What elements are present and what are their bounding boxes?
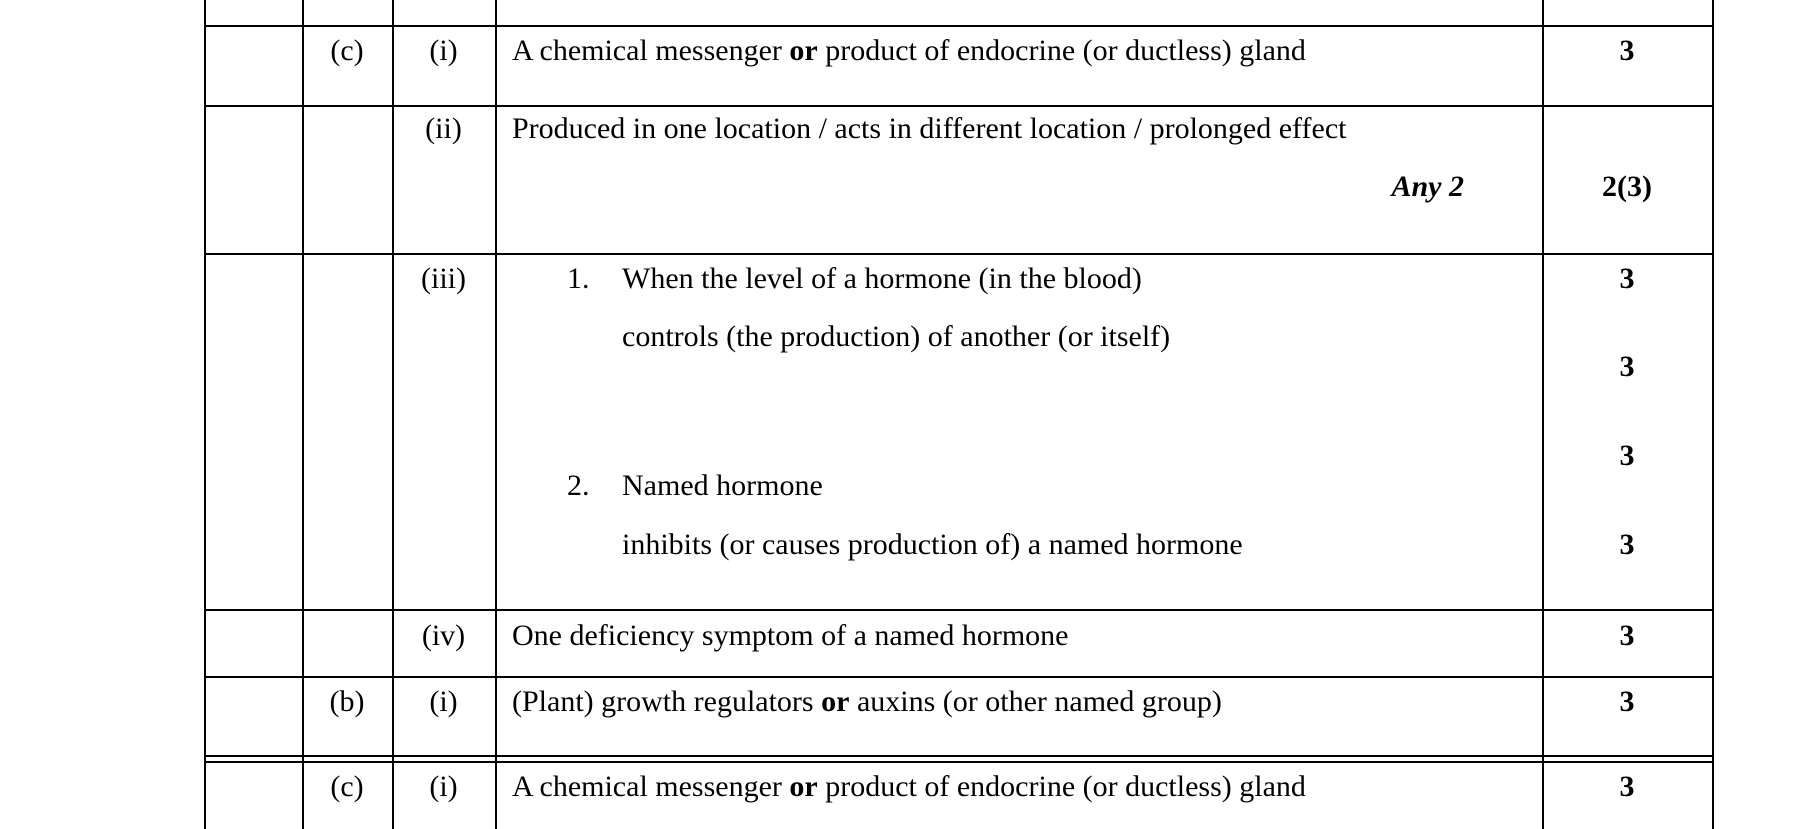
- answer-segment: A chemical messenger: [512, 770, 790, 803]
- row-divider: [204, 609, 1713, 611]
- subpart-label: (i): [429, 770, 458, 803]
- mark-value: 3: [1619, 262, 1635, 295]
- mark-value: 3: [1619, 685, 1635, 718]
- part-label: (c): [330, 34, 364, 67]
- subpart-label: (ii): [425, 112, 462, 145]
- part-label: (c): [330, 770, 364, 803]
- mark-value: 3: [1619, 770, 1635, 803]
- subpart-label: (iii): [421, 262, 466, 295]
- answer-segment: auxins (or other named group): [849, 685, 1222, 718]
- row-divider: [204, 253, 1713, 255]
- row-divider: [204, 25, 1713, 27]
- answer-text: [512, 36, 1306, 66]
- answer-segment: A chemical messenger: [512, 34, 790, 67]
- answer-text: One deficiency symptom of a named hormone: [512, 619, 1069, 652]
- mark-value: 3: [1619, 350, 1635, 383]
- or-keyword: or: [789, 770, 818, 803]
- mark-value: 3: [1619, 34, 1635, 67]
- mark-value: 3: [1619, 439, 1635, 472]
- answer-segment: (Plant) growth regulators: [512, 685, 822, 718]
- row-divider-double: [204, 755, 1713, 757]
- subpart-label: (i): [429, 685, 458, 718]
- item-line: inhibits (or causes production of) a named hormone: [622, 528, 1243, 561]
- table-border-left: [204, 0, 206, 829]
- answer-segment: product of endocrine (or ductless) gland: [817, 34, 1306, 67]
- item-line: When the level of a hormone (in the blood): [622, 262, 1142, 295]
- row-divider: [204, 105, 1713, 107]
- or-keyword: or: [789, 34, 818, 67]
- row-divider: [204, 676, 1713, 678]
- mark-value: 3: [1619, 619, 1635, 652]
- mark-value: 2(3): [1602, 170, 1652, 203]
- answer-text: [512, 772, 1306, 802]
- part-label: (b): [329, 685, 365, 718]
- subpart-label: (i): [429, 34, 458, 67]
- answer-segment: product of endocrine (or ductless) gland: [817, 770, 1306, 803]
- item-line: Named hormone: [622, 469, 823, 502]
- or-keyword: or: [821, 685, 850, 718]
- answer-text: Produced in one location / acts in different location / prolonged effect: [512, 112, 1347, 145]
- item-line: controls (the production) of another (or itself): [622, 320, 1171, 353]
- column-divider: [495, 0, 497, 829]
- row-divider-double: [204, 761, 1713, 763]
- marking-note: Any 2: [1391, 170, 1464, 203]
- item-number: 2.: [567, 469, 590, 502]
- mark-value: 3: [1619, 528, 1635, 561]
- item-number: 1.: [567, 262, 590, 295]
- subpart-label: (iv): [421, 619, 466, 652]
- answer-text: [512, 687, 1222, 717]
- table-border-right: [1712, 0, 1714, 829]
